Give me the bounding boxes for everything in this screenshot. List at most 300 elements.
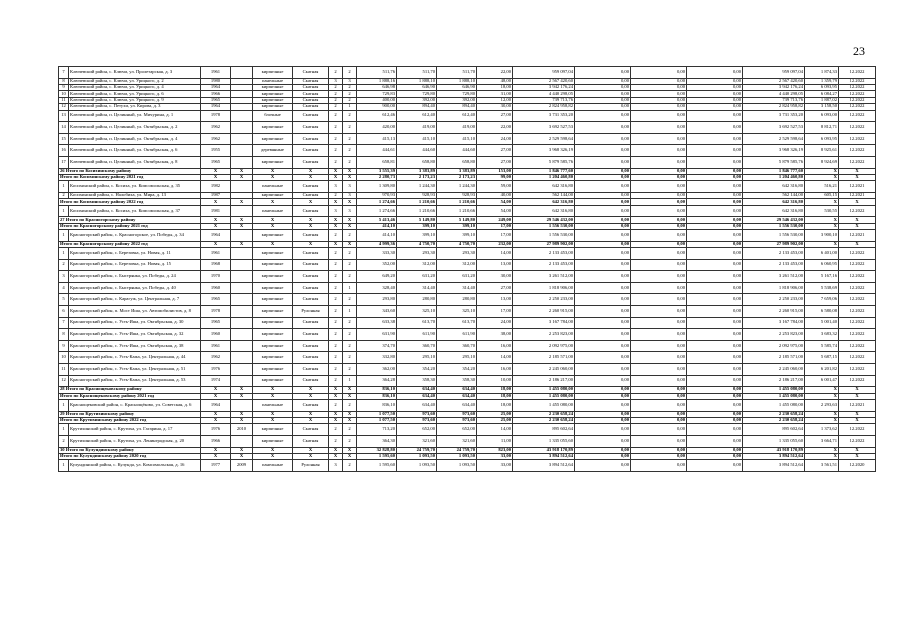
data-cell: Скатная xyxy=(293,91,329,97)
data-cell: 631,90 xyxy=(357,329,397,341)
table-row xyxy=(59,205,876,217)
data-cell: 27,00 xyxy=(477,282,513,294)
data-cell: 295,10 xyxy=(437,352,477,364)
address-cell: Красногорский район, с. Быстрянка, ул. Победы, д. 40 xyxy=(69,282,201,294)
row-number: 2 xyxy=(59,435,69,447)
table-row xyxy=(59,271,876,283)
data-cell: 1968 xyxy=(201,259,231,271)
data-cell: 0,00 xyxy=(575,67,631,79)
data-cell: 419,00 xyxy=(397,122,437,134)
data-cell: 0,00 xyxy=(575,399,631,411)
data-cell: 0,00 xyxy=(687,417,743,423)
data-cell: 0,00 xyxy=(687,174,743,180)
data-cell: X xyxy=(231,199,253,205)
data-cell xyxy=(231,340,253,352)
data-cell: X xyxy=(231,223,253,229)
data-cell: 1 335 055,60 xyxy=(743,435,805,447)
data-cell: X xyxy=(231,217,253,223)
data-cell: X xyxy=(293,168,329,174)
data-cell: 13,00 xyxy=(477,294,513,306)
data-cell: Скатная xyxy=(293,205,329,217)
data-cell: 354,20 xyxy=(437,363,477,375)
row-number: 1 xyxy=(59,399,69,411)
data-cell: X xyxy=(253,199,293,205)
data-cell: панельные xyxy=(253,181,293,193)
data-cell: 631,20 xyxy=(397,271,437,283)
data-cell: 22,00 xyxy=(477,67,513,79)
address-cell: Ключевский район, п. Целинный, ул. Октябрьская, д. 8 xyxy=(69,156,201,168)
data-cell: 634,40 xyxy=(437,399,477,411)
data-cell: X xyxy=(293,387,329,393)
data-cell: X xyxy=(201,393,231,399)
data-cell: X xyxy=(343,387,357,393)
data-cell: X xyxy=(293,453,329,459)
data-cell: X xyxy=(343,241,357,247)
data-cell: 2 xyxy=(329,230,343,242)
data-cell: кирпичные xyxy=(253,133,293,145)
data-cell: 2 186 217,00 xyxy=(743,375,805,387)
table-row xyxy=(59,181,876,193)
total-label: 30 Итого по Кулундинскому району xyxy=(59,447,201,453)
data-cell: 312,00 xyxy=(437,259,477,271)
data-cell: 280,80 xyxy=(397,294,437,306)
data-cell: 633,38 xyxy=(357,317,397,329)
data-cell: Скатная xyxy=(293,110,329,122)
address-cell: Ключевский район, п. Целинный, ул. Октябрьская, д. 6 xyxy=(69,145,201,157)
data-cell: 2 133 453,00 xyxy=(743,259,805,271)
data-cell: 17,00 xyxy=(477,230,513,242)
data-cell: 928,93 xyxy=(397,192,437,198)
data-cell: 3 261 512,00 xyxy=(743,271,805,283)
data-cell: 611,90 xyxy=(397,329,437,341)
data-cell: 2 230 658,24 xyxy=(743,417,805,423)
data-cell: X xyxy=(329,168,343,174)
table-row xyxy=(59,460,876,472)
data-cell: X xyxy=(805,393,839,399)
data-cell: 2 xyxy=(329,317,343,329)
data-cell: 0,00 xyxy=(687,453,743,459)
data-cell: 0,00 xyxy=(631,399,687,411)
data-cell: 2 xyxy=(329,259,343,271)
total-label: Итого по Красногорскому району 2022 год xyxy=(59,241,201,247)
data-cell: 0,00 xyxy=(687,192,743,198)
data-cell xyxy=(231,205,253,217)
data-cell: панельные xyxy=(253,205,293,217)
address-cell: Красногорский район, с. Карагуж, ул. Центральная, д. 7 xyxy=(69,294,201,306)
data-cell: 0,00 xyxy=(631,393,687,399)
data-cell: 0,00 xyxy=(575,387,631,393)
data-cell: 2 529 598,64 xyxy=(743,133,805,145)
data-cell: 415,10 xyxy=(437,133,477,145)
data-cell: блочные xyxy=(253,110,293,122)
data-cell: 1 210,66 xyxy=(397,205,437,217)
data-cell: 12.2022 xyxy=(839,91,876,97)
data-cell: 419,00 xyxy=(437,122,477,134)
data-cell: 739 713,76 xyxy=(743,97,805,103)
data-cell: 16,00 xyxy=(477,363,513,375)
data-cell: X xyxy=(293,199,329,205)
data-cell: 2 185 571,00 xyxy=(513,352,575,364)
data-cell: 3 xyxy=(343,181,357,193)
data-cell: 293,30 xyxy=(437,248,477,260)
table-row xyxy=(59,282,876,294)
page-number: 23 xyxy=(853,44,865,58)
data-cell: 0,00 xyxy=(687,282,743,294)
total-label: Итого по Косихинскому району 2022 год xyxy=(59,199,201,205)
data-cell: X xyxy=(293,447,329,453)
data-cell: 12.2022 xyxy=(839,271,876,283)
data-cell: 2 230 658,24 xyxy=(743,411,805,417)
row-number: 10 xyxy=(59,352,69,364)
table-row xyxy=(59,375,876,387)
data-cell: 0,00 xyxy=(575,259,631,271)
data-cell: X xyxy=(805,174,839,180)
data-cell: 2 529 598,64 xyxy=(513,133,575,145)
data-cell: 2 xyxy=(343,248,357,260)
data-cell: 0,00 xyxy=(575,306,631,318)
data-cell: X xyxy=(329,223,343,229)
data-cell: 1982 xyxy=(201,181,231,193)
data-cell: 2 xyxy=(343,97,357,103)
data-cell: 2 xyxy=(329,192,343,198)
data-cell: 642 316,80 xyxy=(743,181,805,193)
data-cell: 3 664,71 xyxy=(805,435,839,447)
data-cell: кирпичные xyxy=(253,122,293,134)
data-cell: X xyxy=(805,417,839,423)
data-cell: панельные xyxy=(253,460,293,472)
data-cell: 612,46 xyxy=(357,110,397,122)
data-cell: 24,00 xyxy=(477,317,513,329)
data-cell xyxy=(231,230,253,242)
data-cell: X xyxy=(201,453,231,459)
data-cell: 27,00 xyxy=(477,156,513,168)
data-cell: X xyxy=(253,174,293,180)
data-cell: 1 xyxy=(343,104,357,110)
row-number: 15 xyxy=(59,133,69,145)
data-cell: X xyxy=(293,217,329,223)
data-cell: 325,10 xyxy=(437,306,477,318)
data-cell: 1 846 777,60 xyxy=(743,168,805,174)
data-cell: 2 xyxy=(329,340,343,352)
data-cell: X xyxy=(343,411,357,417)
data-cell: 1 335 055,60 xyxy=(513,435,575,447)
data-cell: 530,55 xyxy=(805,205,839,217)
data-cell: 0,00 xyxy=(575,168,631,174)
data-cell: 894,40 xyxy=(437,104,477,110)
data-cell: 10,00 xyxy=(477,375,513,387)
data-cell: X xyxy=(253,417,293,423)
data-cell: кирпичные xyxy=(253,294,293,306)
data-cell: 25,00 xyxy=(477,411,513,417)
data-cell: 3 xyxy=(343,192,357,198)
data-cell: 0,00 xyxy=(631,91,687,97)
data-cell: 562 144,00 xyxy=(743,192,805,198)
data-cell: 631,20 xyxy=(437,271,477,283)
data-cell: Скатная xyxy=(293,375,329,387)
data-cell: кирпичные xyxy=(253,329,293,341)
data-cell: X xyxy=(201,447,231,453)
data-cell: 0,00 xyxy=(575,453,631,459)
data-cell xyxy=(231,122,253,134)
data-cell: 649,20 xyxy=(357,271,397,283)
data-cell: 0,00 xyxy=(575,97,631,103)
data-cell: 0,00 xyxy=(631,411,687,417)
data-cell: X xyxy=(293,393,329,399)
data-cell: 1962 xyxy=(201,122,231,134)
data-cell: 0,00 xyxy=(631,168,687,174)
data-cell: 27 989 902,00 xyxy=(743,241,805,247)
table-row xyxy=(59,248,876,260)
total-label: Итого по Краснощековскому району 2021 год xyxy=(59,393,201,399)
data-cell: 0,00 xyxy=(575,294,631,306)
data-cell: 0,00 xyxy=(575,84,631,90)
data-cell xyxy=(231,133,253,145)
data-cell: 516,21 xyxy=(805,181,839,193)
data-cell: 12.2021 xyxy=(839,192,876,198)
data-cell: Скатная xyxy=(293,317,329,329)
data-cell: 332,80 xyxy=(357,352,397,364)
data-cell: 17,00 xyxy=(477,306,513,318)
data-cell: 2 260 915,00 xyxy=(513,306,575,318)
row-number: 8 xyxy=(59,78,69,84)
data-cell: 8 925,61 xyxy=(805,145,839,157)
data-cell: X xyxy=(329,393,343,399)
data-cell: 0,00 xyxy=(631,217,687,223)
data-cell: 12.2022 xyxy=(839,282,876,294)
data-cell: 0,00 xyxy=(631,145,687,157)
data-cell: 399,10 xyxy=(397,223,437,229)
data-cell: 0,00 xyxy=(575,352,631,364)
data-cell: 362,00 xyxy=(357,363,397,375)
data-cell: 0,00 xyxy=(575,317,631,329)
data-cell: 973,60 xyxy=(397,417,437,423)
data-cell: 153,00 xyxy=(477,168,513,174)
data-cell: 0,00 xyxy=(575,145,631,157)
data-cell: 3 261 512,00 xyxy=(513,271,575,283)
data-cell: 3 167 784,00 xyxy=(743,317,805,329)
data-cell: X xyxy=(839,411,876,417)
data-cell: X xyxy=(805,387,839,393)
data-cell: 612,40 xyxy=(437,110,477,122)
data-cell: X xyxy=(343,223,357,229)
data-cell: 0,00 xyxy=(575,241,631,247)
table-row xyxy=(59,67,876,79)
data-cell xyxy=(231,435,253,447)
data-cell: 646,90 xyxy=(397,84,437,90)
data-cell: 0,00 xyxy=(575,329,631,341)
data-cell: 0,00 xyxy=(687,199,743,205)
data-cell: 928,93 xyxy=(437,192,477,198)
data-cell: панельные xyxy=(253,78,293,84)
data-cell: кирпичные xyxy=(253,352,293,364)
address-cell: Красногорский район, с. Усть-Иша, ул. Октябрьская, д. 30 xyxy=(69,317,201,329)
data-cell: 1960 xyxy=(201,329,231,341)
data-cell: 0,00 xyxy=(687,393,743,399)
data-cell: 24,00 xyxy=(477,133,513,145)
data-cell: 16,00 xyxy=(477,340,513,352)
data-cell: 48,00 xyxy=(477,78,513,84)
data-cell: X xyxy=(253,168,293,174)
data-cell: 12.2022 xyxy=(839,317,876,329)
address-cell: Ключевский район, с. Ключи, ул. Пролетарская, д. 3 xyxy=(69,67,201,79)
data-cell: 894,40 xyxy=(397,104,437,110)
data-cell: 1961 xyxy=(201,340,231,352)
row-number: 9 xyxy=(59,84,69,90)
data-cell: 11,00 xyxy=(477,435,513,447)
data-cell: кирпичные xyxy=(253,340,293,352)
data-cell: 0,00 xyxy=(575,199,631,205)
data-cell xyxy=(231,399,253,411)
data-cell: X xyxy=(805,168,839,174)
address-cell: Косихинский район, с. Косиха, ул. Комсомольская, д. 37 xyxy=(69,205,201,217)
data-cell: кирпичные xyxy=(253,259,293,271)
data-cell: 611,90 xyxy=(437,329,477,341)
data-cell: X xyxy=(343,417,357,423)
data-cell: 1978 xyxy=(201,306,231,318)
data-cell: 24 759,70 xyxy=(397,447,437,453)
data-cell: 0,00 xyxy=(687,447,743,453)
data-cell: 1961 xyxy=(201,67,231,79)
data-cell xyxy=(231,282,253,294)
data-cell: кирпичные xyxy=(253,91,293,97)
data-cell: 0,00 xyxy=(687,205,743,217)
data-cell: X xyxy=(201,387,231,393)
table-row xyxy=(59,145,876,157)
row-number: 7 xyxy=(59,67,69,79)
data-cell: 0,00 xyxy=(631,317,687,329)
row-number: 12 xyxy=(59,104,69,110)
table-row xyxy=(59,424,876,436)
data-cell: 31,00 xyxy=(477,91,513,97)
data-cell: 2 xyxy=(329,294,343,306)
data-cell: 3 555,39 xyxy=(357,168,397,174)
data-cell: 12.2021 xyxy=(839,399,876,411)
data-cell: Скатная xyxy=(293,67,329,79)
data-cell xyxy=(231,156,253,168)
data-cell: 729,83 xyxy=(357,91,397,97)
data-cell: X xyxy=(329,417,343,423)
data-cell: 27,00 xyxy=(477,110,513,122)
data-cell: X xyxy=(201,417,231,423)
data-cell: 0,00 xyxy=(631,248,687,260)
data-cell: Скатная xyxy=(293,248,329,260)
data-cell: 3 692 527,53 xyxy=(513,122,575,134)
data-cell: кирпичные xyxy=(253,306,293,318)
data-cell: 0,00 xyxy=(687,67,743,79)
data-cell: 1977 xyxy=(201,460,231,472)
data-cell: X xyxy=(839,393,876,399)
data-cell: 18,00 xyxy=(477,387,513,393)
data-cell: 1 455 080,00 xyxy=(513,387,575,393)
data-cell: 0,00 xyxy=(575,375,631,387)
data-cell: X xyxy=(329,174,343,180)
data-cell: 0,00 xyxy=(631,67,687,79)
data-cell: 295,10 xyxy=(397,352,437,364)
address-cell: Крутихинский район, с. Крутиха, ул. Ленинградская, д. 20 xyxy=(69,435,201,447)
data-cell: Скатная xyxy=(293,104,329,110)
data-cell: 642 316,80 xyxy=(513,205,575,217)
data-cell: 4 750,70 xyxy=(437,241,477,247)
data-cell: 0,00 xyxy=(631,424,687,436)
data-cell: 2 xyxy=(329,145,343,157)
data-cell: 511,76 xyxy=(357,67,397,79)
data-cell: 1 204 460,80 xyxy=(743,174,805,180)
data-cell: 29 546 432,00 xyxy=(513,217,575,223)
data-cell: кирпичные xyxy=(253,104,293,110)
data-cell: 43 918 170,89 xyxy=(743,447,805,453)
data-cell: 0,00 xyxy=(687,329,743,341)
data-cell: 1 093,50 xyxy=(397,453,437,459)
data-cell: 352,00 xyxy=(357,259,397,271)
data-cell: 12.2022 xyxy=(839,110,876,122)
repair-program-table xyxy=(58,66,876,472)
data-cell: 2 092 975,00 xyxy=(513,340,575,352)
data-cell: Скатная xyxy=(293,282,329,294)
data-cell: 1 888,16 xyxy=(357,78,397,84)
row-number: 16 xyxy=(59,145,69,157)
data-cell: 0,00 xyxy=(631,352,687,364)
data-cell: 634,40 xyxy=(397,387,437,393)
data-cell: Скатная xyxy=(293,192,329,198)
data-cell: 30,00 xyxy=(477,104,513,110)
data-cell: 3 942 176,24 xyxy=(513,84,575,90)
data-cell: 0,00 xyxy=(687,223,743,229)
data-cell: 1 274,66 xyxy=(357,199,397,205)
data-cell: 1 093,50 xyxy=(397,460,437,472)
address-cell: Красногорский район, с. Усть-Кажа, ул. Центральная, д. 44 xyxy=(69,352,201,364)
data-cell: 3 xyxy=(343,78,357,84)
data-cell: 0,00 xyxy=(687,387,743,393)
data-cell: 325,10 xyxy=(397,306,437,318)
address-cell: Красногорский район, п. Мост Иша, ул. Автомобилистов, д. 8 xyxy=(69,306,201,318)
data-cell: кирпичные xyxy=(253,230,293,242)
data-cell: 0,00 xyxy=(575,363,631,375)
data-cell: 0,00 xyxy=(575,447,631,453)
data-cell: X xyxy=(231,447,253,453)
data-cell: 642 316,80 xyxy=(513,181,575,193)
data-cell: 2 xyxy=(329,329,343,341)
data-cell: 1 093,50 xyxy=(437,453,477,459)
address-cell: Ключевский район, п. Целинный, ул. Мичурина, д. 1 xyxy=(69,110,201,122)
data-cell: 2 xyxy=(343,435,357,447)
data-cell: 2 xyxy=(343,84,357,90)
data-cell: 1961 xyxy=(201,248,231,260)
data-cell: 12.2020 xyxy=(839,460,876,472)
data-cell: 0,00 xyxy=(687,156,743,168)
data-cell: 1964 xyxy=(201,399,231,411)
data-cell: X xyxy=(839,387,876,393)
data-cell: 613,70 xyxy=(397,317,437,329)
data-cell: 646,98 xyxy=(357,84,397,90)
data-cell xyxy=(231,375,253,387)
data-cell: Скатная xyxy=(293,78,329,84)
data-cell: 823,00 xyxy=(477,447,513,453)
data-cell: 5 413,46 xyxy=(357,217,397,223)
data-cell: 2 293,63 xyxy=(805,399,839,411)
address-cell: Ключевский район, с. Ключи, ул. Урицкого, д. 4 xyxy=(69,84,201,90)
data-cell: Рулонная xyxy=(293,460,329,472)
data-cell: 2 xyxy=(343,91,357,97)
data-cell: 249,00 xyxy=(477,217,513,223)
data-cell: 444,60 xyxy=(397,145,437,157)
data-cell: 3 894 512,64 xyxy=(513,460,575,472)
data-cell: 0,00 xyxy=(631,78,687,84)
data-cell: 5 879 585,76 xyxy=(513,156,575,168)
data-cell: 658,80 xyxy=(397,156,437,168)
data-cell: 8 924,69 xyxy=(805,156,839,168)
data-cell: 4 440 298,05 xyxy=(513,91,575,97)
data-cell: 2 xyxy=(329,282,343,294)
